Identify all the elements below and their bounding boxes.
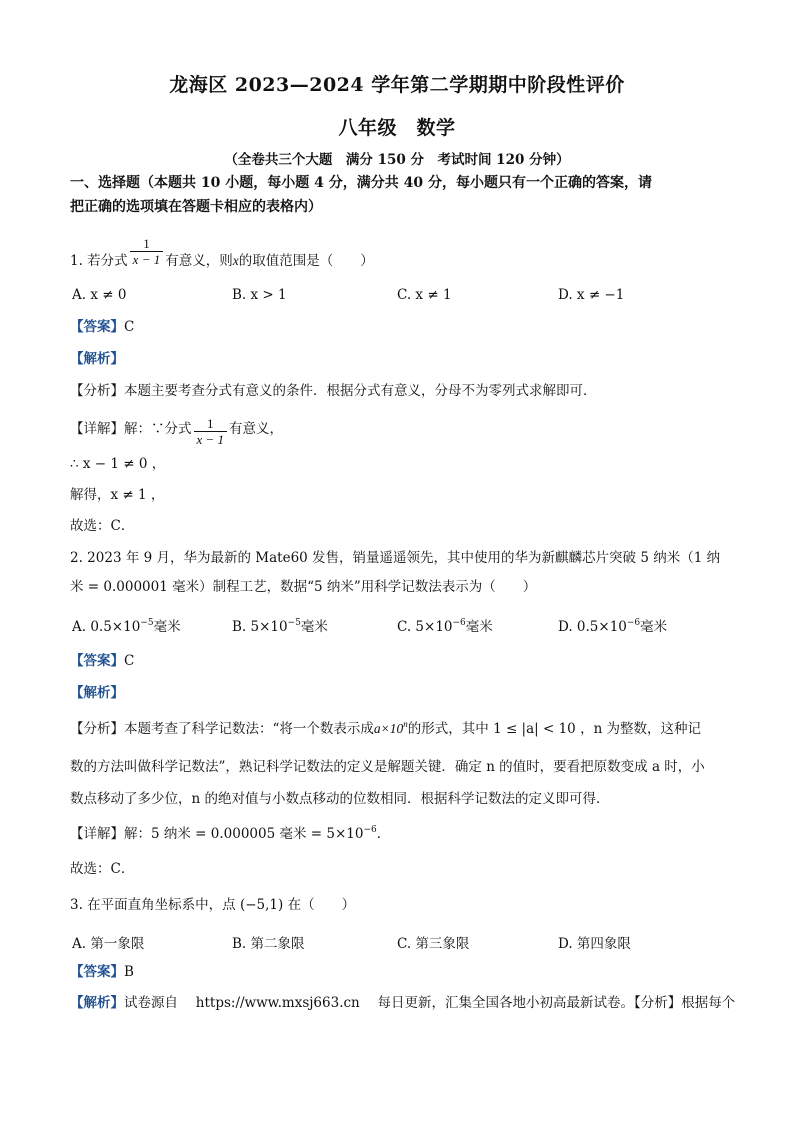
question-1-stem [70,236,374,277]
answer-tag: 【答案】 [70,964,124,980]
q2-option-a-unit: 毫米 [153,619,181,635]
q2-option-b-base: B. 5×10 [232,619,288,635]
q2-option-c-exp: −6 [452,618,466,628]
q3-answer [70,962,134,982]
q1-answer-value: C [124,319,135,335]
section-heading-line1: 一、选择题（本题共 10 小题，每小题 4 分，满分共 40 分，每小题只有一个正确的答案，请 [70,175,652,191]
q2-answer [70,651,134,671]
question-2-line1: 2. 2023 年 9 月，华为最新的 Mate60 发售，销量遥遥领先，其中使用的华为新麒麟芯片突破 5 纳米（1 纳 [70,550,721,566]
q1-detail-fraction [194,416,228,447]
question-3-stem: 3. 在平面直角坐标系中，点 (−5,1) 在（ ） [70,897,356,913]
q1-step-2: 解得，x ≠ 1 ， [70,487,165,503]
q2-detail-b: ． [376,826,391,842]
q1-detail-prefix: 解：∵分式 [124,421,192,437]
q1-choose: 故选：C． [70,518,135,534]
q3-option-b: B. 第二象限 [232,936,305,952]
page-subtitle: 八年级 数学 [338,117,456,139]
q2-detail-a: 解：5 纳米 = 0.000005 毫米 = 5×10 [124,826,364,842]
q1-option-d: D. x ≠ −1 [558,287,625,303]
exam-info: （全卷共三个大题 满分 150 分 考试时间 120 分钟） [224,152,570,168]
q1-option-a: A. x ≠ 0 [72,287,127,303]
q2-answer-value: C [124,653,135,669]
fenxi-tag: 【分析】 [70,721,124,737]
q2-option-d [558,615,667,635]
q2-detail-exp: −6 [363,825,377,835]
q3-option-d: D. 第四象限 [558,936,631,952]
fraction-denominator: x − 1 [132,252,161,267]
q2-option-c-unit: 毫米 [465,619,493,635]
q2-fenxi-line1 [70,719,701,740]
q1-analysis-tag: 【解析】 [70,351,124,367]
question-1-fraction [130,236,164,267]
q2-fenxi-d: 的形式，其中 1 ≤ |a| < 10 ，n 为整数，这种记 [407,721,702,737]
detail-tag: 【详解】 [70,826,124,842]
q2-fenxi-line2: 数的方法叫做科学记数法”，熟记科学记数法的定义是解题关键．确定 n 的值时，要看把原数变成 a 时，小 [70,759,705,775]
fenxi-tag: 【分析】 [70,383,124,399]
q2-option-b-unit: 毫米 [300,619,328,635]
q2-option-a [72,615,181,635]
section-heading-line2: 把正确的选项填在答题卡相应的表格内） [70,199,322,215]
q2-analysis-tag: 【解析】 [70,685,124,701]
q2-fenxi-line3: 数点移动了多少位，n 的绝对值与小数点移动的位数相同．根据科学记数法的定义即可得． [70,791,610,807]
q1-detail [70,414,283,445]
q2-option-c-base: C. 5×10 [397,619,453,635]
question-1-prefix: 1. 若分式 [70,253,128,269]
q3-answer-value: B [124,964,134,980]
question-2-line2: 米 = 0.000001 毫米）制程工艺，数据“5 纳米”用科学记数法表示为（ ） [70,579,537,595]
q3-analysis [70,993,735,1013]
answer-tag: 【答案】 [70,653,124,669]
q1-detail-suffix: 有意义， [229,421,284,437]
q2-option-a-base: A. 0.5×10 [72,619,141,635]
q3-option-c: C. 第三象限 [397,936,470,952]
fraction-numerator: 1 [130,236,164,252]
q2-option-d-exp: −6 [626,618,641,628]
detail-fraction-denominator: x − 1 [196,432,225,447]
q2-option-b [232,615,328,635]
detail-fraction-numerator: 1 [194,416,228,432]
q3-option-a: A. 第一象限 [72,936,145,952]
question-1-suffix: 的取值范围是（ ） [238,253,374,269]
q1-option-c: C. x ≠ 1 [397,287,452,303]
q2-detail [70,824,390,846]
page-title: 龙海区 2023—2024 学年第二学期期中阶段性评价 [169,74,625,96]
q1-fenxi-text: 本题主要考查分式有意义的条件．根据分式有意义，分母不为零列式求解即可． [124,383,597,399]
q2-option-a-exp: −5 [140,618,154,628]
detail-tag: 【详解】 [70,421,124,437]
q3-analysis-text: 试卷源自 https://www.mxsj663.cn 每日更新，汇集全国各地小初高最新试卷。【分析】根据每个 [124,995,736,1011]
answer-tag: 【答案】 [70,319,124,335]
question-1-middle: 有意义，则 [165,253,233,269]
q1-step-1: ∴ x − 1 ≠ 0 ， [70,456,166,472]
q2-choose: 故选：C． [70,861,135,877]
q2-option-d-base: D. 0.5×10 [558,619,627,635]
q2-option-c [397,615,493,635]
q1-option-b: B. x > 1 [232,287,287,303]
q2-fenxi-a: 本题考查了科学记数法：“将一个数表示成 [124,721,374,737]
analysis-tag: 【解析】 [70,995,124,1011]
q1-fenxi [70,381,597,401]
question-1-variable: x [232,253,239,268]
q2-option-b-exp: −5 [287,618,301,628]
q2-fenxi-formula-exp: n [403,719,408,729]
q2-option-d-unit: 毫米 [640,619,668,635]
q2-fenxi-formula: a×10 [373,721,404,736]
q1-answer [70,317,134,337]
